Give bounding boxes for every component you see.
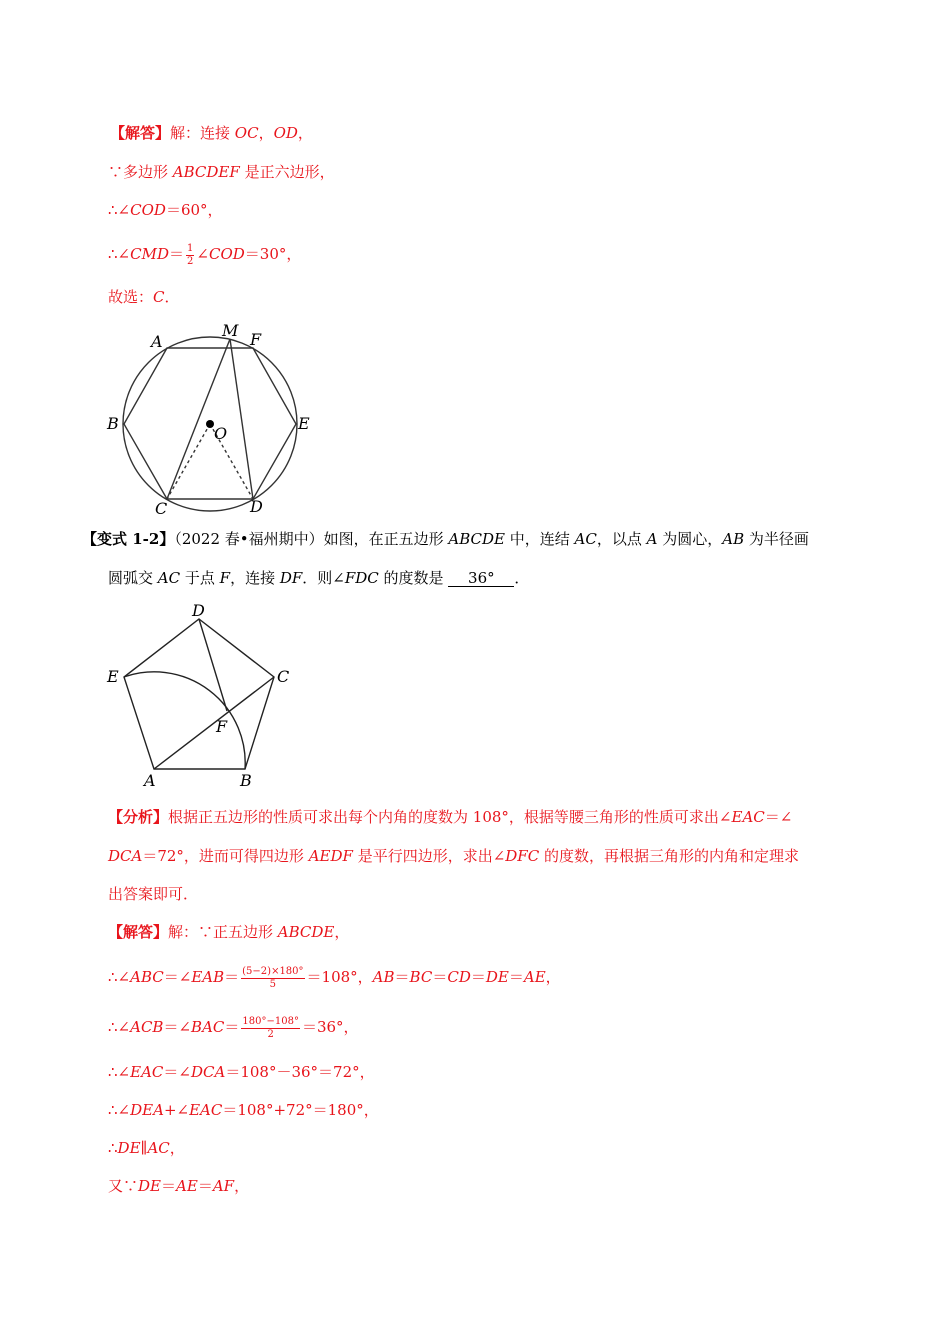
label-d: D — [192, 601, 205, 620]
text: ∴∠ — [108, 968, 131, 986]
text: ∠ — [196, 245, 209, 263]
var-ac: AC — [574, 530, 597, 548]
var-quadrilateral: AEDF — [308, 847, 353, 865]
analysis-line3 — [108, 884, 198, 904]
choice-letter: C — [153, 288, 165, 306]
text: 为半径画 — [744, 530, 809, 548]
label-e: E — [298, 414, 310, 433]
solution-tag: 【解答】 — [110, 124, 171, 142]
var-angle: EAC — [731, 808, 765, 826]
solution2-line6 — [108, 1138, 185, 1158]
text: ， — [258, 124, 274, 142]
text: ＝ — [224, 1018, 240, 1036]
text: 出答案即可． — [108, 885, 199, 903]
solution1-line4 — [108, 240, 301, 268]
text: ＝ — [394, 968, 410, 986]
var-angle: BAC — [191, 1018, 225, 1036]
var-angle: EAC — [130, 1063, 164, 1081]
solution2-line2 — [108, 962, 561, 992]
text: 是正六边形， — [239, 163, 335, 181]
var-od: OD — [273, 124, 298, 142]
text: ＝ — [224, 968, 240, 986]
variant-tag: 【变式 1-2】 — [82, 530, 175, 548]
text: ＝72°，进而可得四边形 — [142, 847, 309, 865]
fraction-numerator: 1 — [187, 242, 194, 254]
var-angle: ABC — [130, 968, 164, 986]
var-pentagon: ABCDE — [448, 530, 505, 548]
therefore-symbol: ∴∠ — [108, 245, 131, 263]
segment-df — [199, 619, 227, 711]
label-o: O — [214, 424, 228, 443]
text: ，连接 — [230, 569, 280, 587]
solution1-line2 — [108, 162, 335, 182]
text: ∴ — [108, 1139, 118, 1157]
text: ＝36°， — [301, 1018, 359, 1036]
fraction-denominator: 2 — [267, 1028, 274, 1040]
solution1-choice — [108, 287, 180, 307]
var-angle: ACB — [130, 1018, 164, 1036]
text: 中，连结 — [504, 530, 575, 548]
text: 圆弧交 — [108, 569, 158, 587]
text: ＝ — [432, 968, 448, 986]
text: ∴∠ — [108, 1063, 131, 1081]
variant-line2 — [108, 568, 529, 588]
because-symbol: ∵ — [108, 163, 124, 181]
fraction-numerator: 180°−108° — [242, 1015, 299, 1027]
text: 根据正五边形的性质可求出每个内角的度数为 108°，根据等腰三角形的性质可求出∠ — [168, 808, 732, 826]
text: 的度数，再根据三角形的内角和定理求 — [539, 847, 799, 865]
label-b: B — [240, 771, 252, 790]
fraction — [186, 244, 194, 267]
text: （2022 春•福州期中）如图，在正五边形 — [174, 530, 449, 548]
text: 解：连接 — [170, 124, 235, 142]
fraction-numerator: (5−2)×180° — [242, 965, 304, 977]
analysis-line1 — [108, 807, 792, 827]
analysis-tag: 【分析】 — [108, 808, 169, 826]
var-segment: DE — [117, 1139, 141, 1157]
text: 多边形 — [123, 163, 173, 181]
segment-ac — [154, 677, 274, 769]
var-angle: COD — [208, 245, 245, 263]
text: ＝∠ — [163, 1063, 191, 1081]
text: ＝ — [169, 245, 185, 263]
var-angle: DCA — [190, 1063, 226, 1081]
fraction-denominator: 5 — [269, 978, 277, 990]
var-segment: DE — [485, 968, 509, 986]
text: ＝∠ — [163, 1018, 192, 1036]
text: ＝108°， — [306, 968, 373, 986]
label-c: C — [277, 667, 290, 686]
var-angle: DEA — [130, 1101, 164, 1119]
text: ．则∠ — [302, 569, 345, 587]
var-f: F — [219, 569, 231, 587]
var-segment: AC — [147, 1139, 170, 1157]
text: ＝108°+72°＝180°， — [222, 1101, 379, 1119]
var-a: A — [646, 530, 658, 548]
text: ＝ — [508, 968, 524, 986]
var-segment: DE — [138, 1177, 161, 1195]
text: ＝ — [161, 1177, 177, 1195]
var-angle: FDC — [344, 569, 379, 587]
text: ＝60°， — [165, 201, 223, 219]
var-segment: AE — [523, 968, 546, 986]
text: ∴∠ — [108, 1101, 131, 1119]
text: 的度数是 — [378, 569, 444, 587]
solution2-line1 — [108, 922, 349, 942]
text: ． — [514, 569, 530, 587]
var-oc: OC — [234, 124, 259, 142]
text: ∴∠ — [108, 1018, 131, 1036]
text: 于点 — [180, 569, 220, 587]
text: ＝30°， — [244, 245, 302, 263]
text: ，以点 — [596, 530, 647, 548]
text: ， — [545, 968, 561, 986]
text: 故选： — [108, 288, 154, 306]
var-ab: AB — [722, 530, 745, 548]
fraction — [241, 967, 304, 990]
var-angle: DFC — [505, 847, 540, 865]
text: ∥ — [140, 1139, 148, 1157]
var-segment: AE — [176, 1177, 198, 1195]
label-a: A — [144, 771, 156, 790]
var-ac: AC — [157, 569, 181, 587]
var-angle: DCA — [108, 847, 143, 865]
fraction-denominator: 2 — [187, 255, 194, 267]
var-pentagon: ABCDE — [277, 923, 335, 941]
solution2-line3 — [108, 1012, 359, 1042]
text: ＝∠ — [163, 968, 192, 986]
var-angle: EAC — [189, 1101, 223, 1119]
text: ． — [164, 288, 180, 306]
text: 是平行四边形，求出∠ — [352, 847, 506, 865]
solution2-line5 — [108, 1100, 379, 1120]
segment-oc — [167, 424, 210, 499]
text: ， — [297, 124, 313, 142]
var-polygon: ABCDEF — [172, 163, 240, 181]
analysis-line2 — [108, 846, 799, 866]
center-point — [206, 420, 214, 428]
hexagon-figure — [100, 318, 320, 518]
therefore-symbol: ∴∠ — [108, 201, 131, 219]
solution2-line7 — [108, 1176, 249, 1196]
answer-value: 36° — [468, 569, 495, 587]
var-angle: COD — [130, 201, 166, 219]
label-f: F — [250, 330, 262, 349]
label-c: C — [155, 499, 168, 518]
text: 又∵ — [108, 1177, 139, 1195]
pentagon-figure — [100, 600, 310, 795]
segment-mc — [167, 339, 230, 499]
label-d: D — [250, 497, 263, 516]
text: ＝∠ — [764, 808, 793, 826]
label-e: E — [107, 667, 119, 686]
label-b: B — [107, 414, 119, 433]
label-m: M — [222, 321, 239, 340]
fraction — [241, 1017, 300, 1040]
solution1-line1 — [110, 123, 313, 143]
variant-line1 — [82, 529, 809, 549]
label-f: F — [216, 717, 228, 736]
solution1-line3 — [108, 200, 223, 220]
solution2-line4 — [108, 1062, 375, 1082]
solution-tag: 【解答】 — [108, 923, 169, 941]
segment-md — [230, 339, 253, 499]
var-segment: AB — [372, 968, 395, 986]
text: ， — [334, 923, 350, 941]
var-segment: CD — [447, 968, 471, 986]
var-angle: CMD — [130, 245, 169, 263]
label-a: A — [151, 332, 163, 351]
text: ， — [169, 1139, 185, 1157]
var-angle: EAB — [191, 968, 225, 986]
var-segment: BC — [409, 968, 433, 986]
text: ＝ — [470, 968, 486, 986]
answer-blank — [448, 570, 514, 587]
text: ＝108°－36°＝72°， — [225, 1063, 375, 1081]
text: 解：∵正五边形 — [168, 923, 278, 941]
text: +∠ — [163, 1101, 190, 1119]
text: ， — [234, 1177, 250, 1195]
var-segment: AF — [212, 1177, 235, 1195]
text: ＝ — [197, 1177, 213, 1195]
var-df: DF — [279, 569, 303, 587]
text: 为圆心， — [657, 530, 723, 548]
